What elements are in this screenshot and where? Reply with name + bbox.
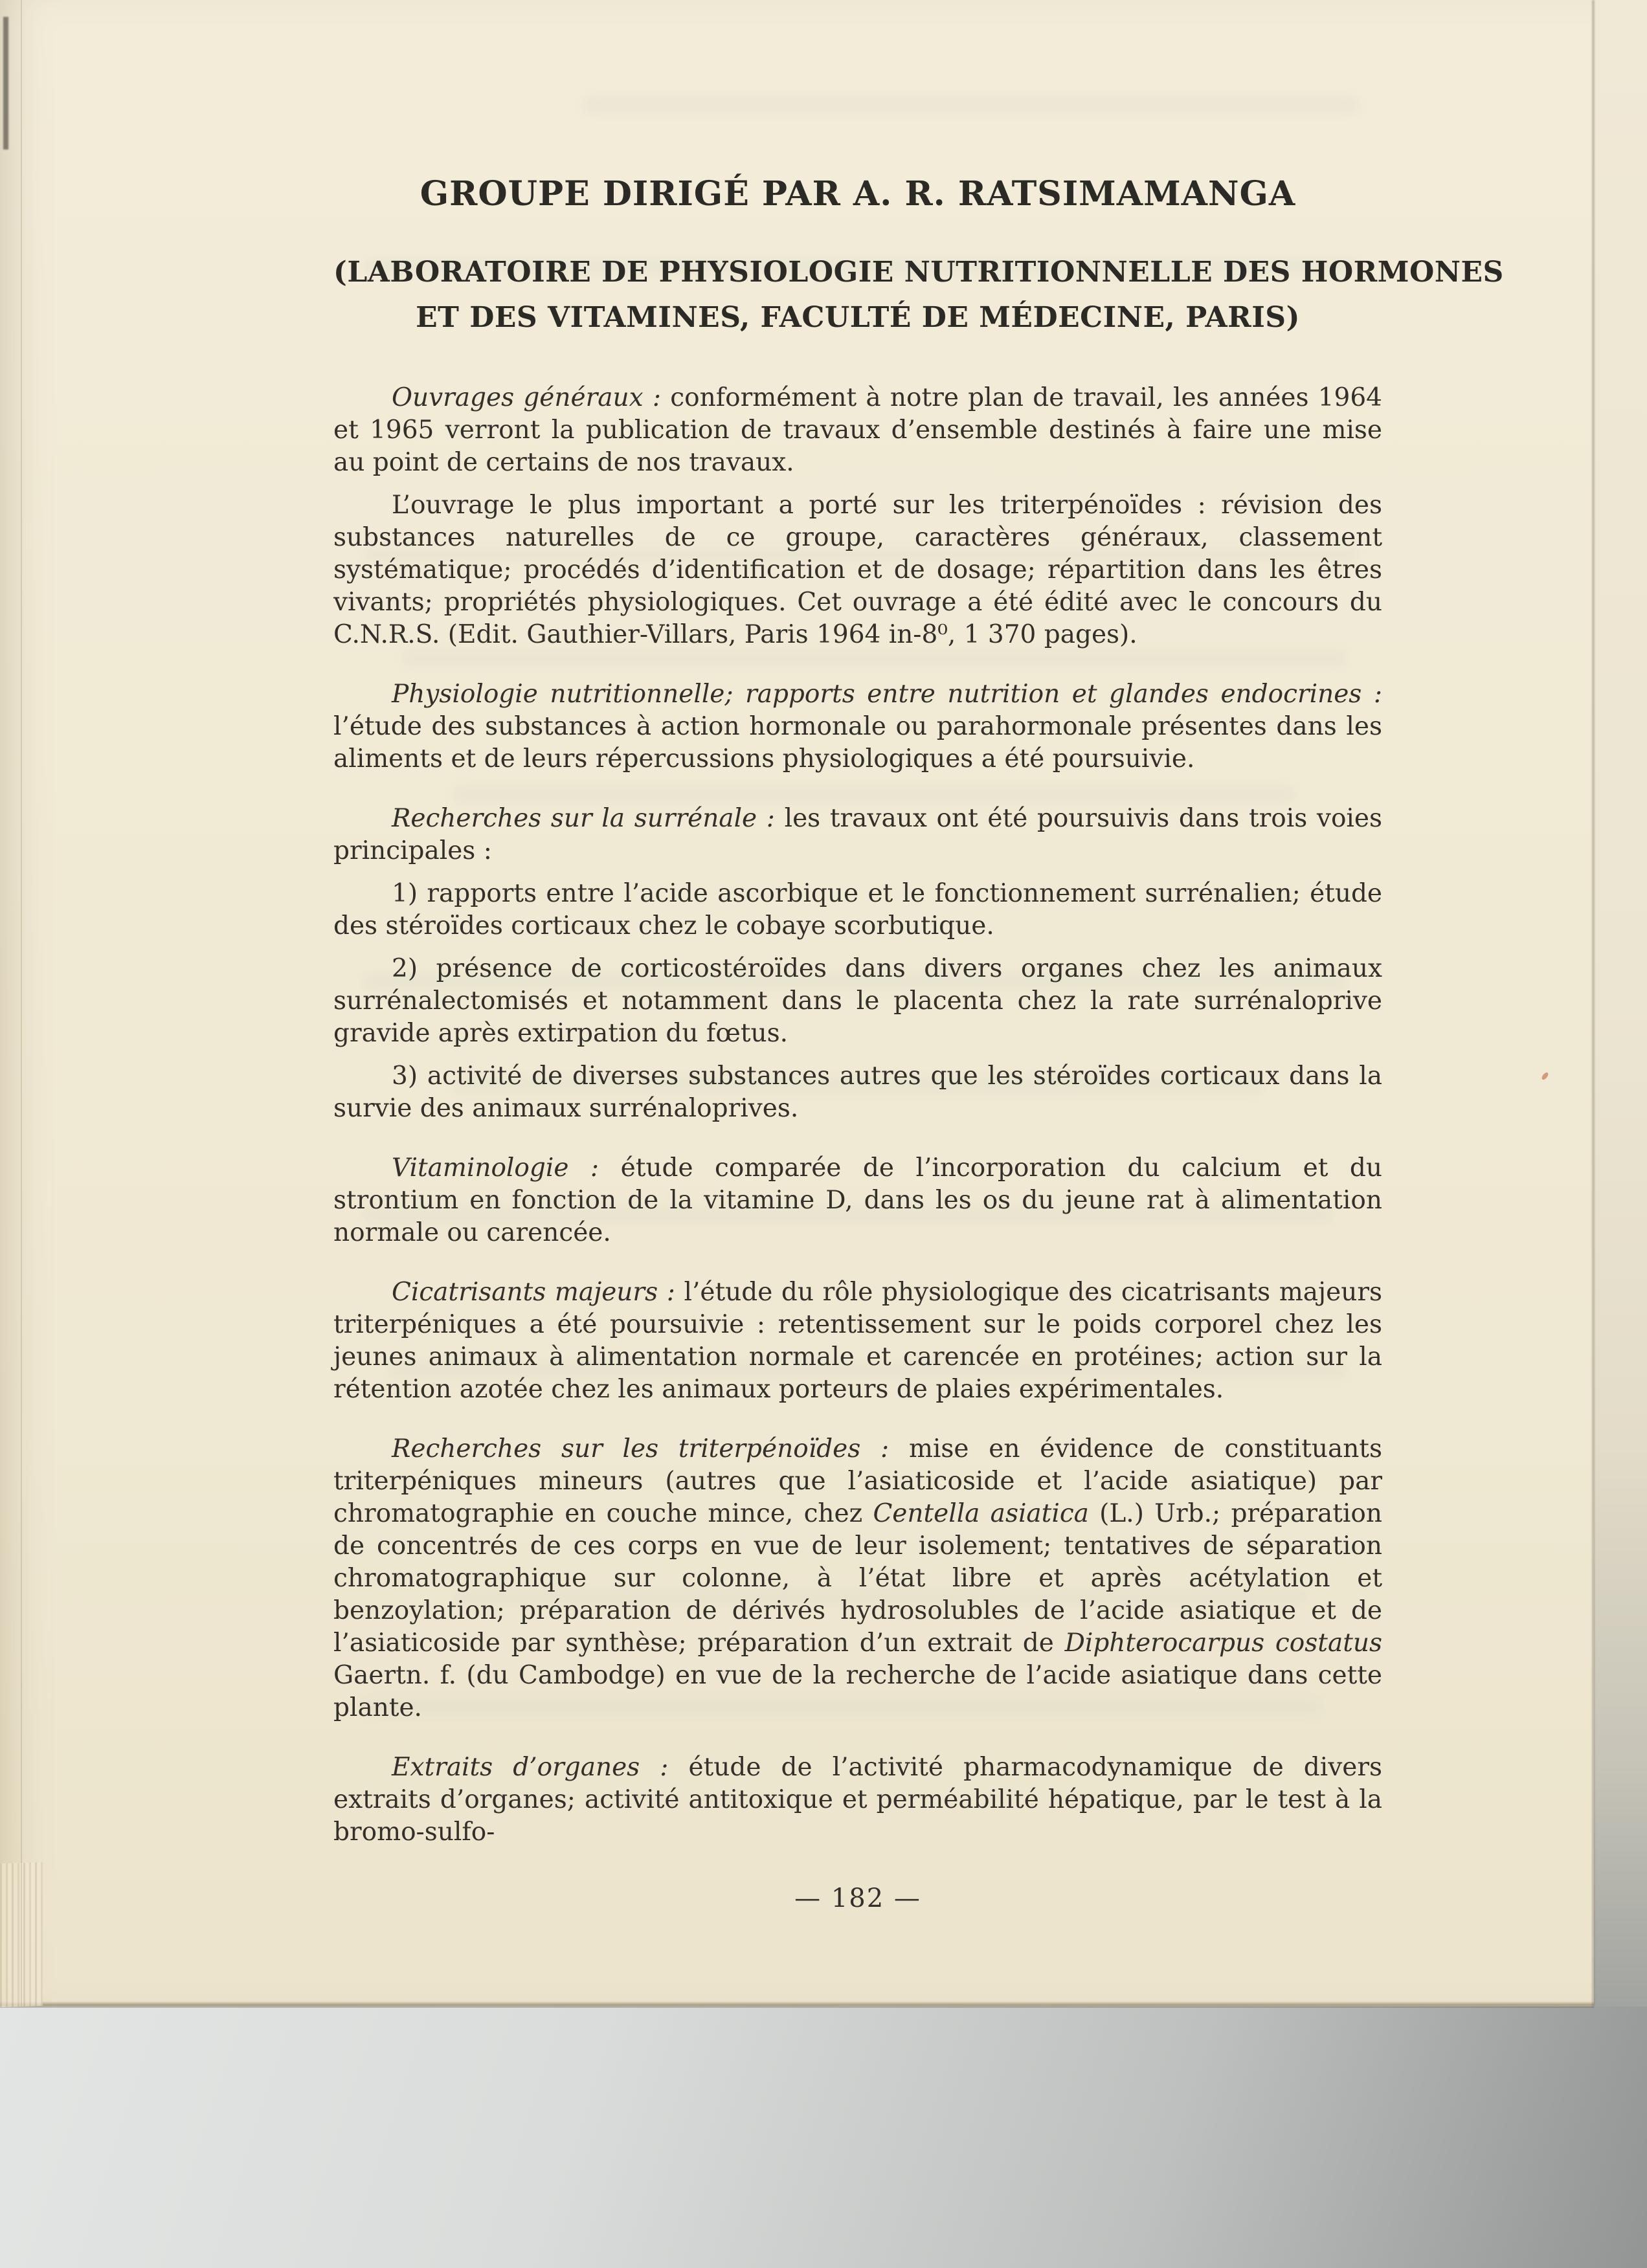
paragraph-text: mise en évidence de constituants triterpéniques mineurs (autres que l’asiaticoside et l’acide asiatique) par chromatographie en couche mince, chez	[333, 1434, 1382, 1528]
paragraph-text: les travaux ont été poursuivis dans trois voies principales :	[333, 804, 1382, 865]
paragraph	[333, 382, 1382, 479]
page-title: GROUPE DIRIGÉ PAR A. R. RATSIMAMANGA	[420, 174, 1296, 214]
paragraph-text: L’ouvrage le plus important a porté sur les triterpénoïdes : révision des substances naturelles de ce groupe, caractères généraux, classement systématique; procédés d’identification et de dosage; répartition dans les êtres vivants; propriétés physiologiques. Cet ouvrage a été édité avec le concours du C.N.R.S. (Edit. Gauthier-Villars, Paris 1964 in-8⁰, 1 370 pages).	[333, 491, 1382, 649]
page-crease-line	[1592, 0, 1595, 2007]
paragraph	[333, 489, 1382, 651]
subtitle-line-1: (LABORATOIRE DE PHYSIOLOGIE NUTRITIONNELLE DES HORMONES	[333, 256, 1504, 289]
paragraph-lead-italic: Ouvrages généraux :	[392, 383, 671, 412]
paragraph	[333, 1152, 1382, 1249]
paragraph-text: conformément à notre plan de travail, les années 1964 et 1965 verront la publication de travaux d’ensemble destinés à faire une mise au point de certains de nos travaux.	[333, 383, 1382, 477]
paragraph-lead-italic: Recherches sur la surrénale :	[392, 804, 785, 833]
page-bottom-edge	[0, 2001, 1594, 2008]
paragraph-text: 2) présence de corticostéroïdes dans divers organes chez les animaux surrénalectomisés et notamment dans le placenta chez la rate surrénaloprive gravide après extirpation du fœtus.	[333, 954, 1382, 1048]
paragraph	[333, 878, 1382, 942]
paragraph-text: l’étude du rôle physiologique des cicatrisants majeurs triterpéniques a été poursuivie : retentissement sur le poids corporel chez les jeunes animaux à alimentation normale et carencée en protéines; action sur la rétention azotée chez les animaux porteurs de plaies expérimentales.	[333, 1278, 1382, 1404]
paragraph	[333, 953, 1382, 1050]
left-edge-shadow-mark	[3, 17, 8, 150]
paragraph	[333, 1060, 1382, 1125]
paragraph-lead-italic: Cicatrisants majeurs :	[392, 1278, 684, 1307]
paragraph-lead-italic: Physiologie nutritionnelle; rapports entre nutrition et glandes endocrines :	[392, 680, 1382, 709]
paragraph-text: l’étude des substances à action hormonale ou parahormonale présentes dans les aliments et de leurs répercussions physiologiques a été poursuivie.	[333, 712, 1382, 773]
paragraph	[333, 1751, 1382, 1849]
paragraph-text: étude de l’activité pharmacodynamique de divers extraits d’organes; activité antitoxique et perméabilité hépatique, par le test à la bromo-sulfo-	[333, 1753, 1383, 1847]
paragraph	[333, 803, 1382, 867]
page-number: — 182 —	[794, 1884, 921, 1913]
subtitle-line-2: ET DES VITAMINES, FACULTÉ DE MÉDECINE, PARIS)	[416, 301, 1300, 334]
paragraph	[333, 678, 1382, 775]
scanner-bed-background	[0, 2007, 1647, 2268]
printed-text-block	[333, 0, 1504, 1915]
paragraph-text: 3) activité de diverses substances autres que les stéroïdes corticaux dans la survie des animaux surrénaloprives.	[333, 1062, 1382, 1123]
body-paragraphs	[333, 382, 1382, 1849]
paragraph-text: (L.) Urb.; préparation de concentrés de ces corps en vue de leur isolement; tentatives de séparation chromatographique sur colonne, à l’état libre et après acétylation et benzoylation; préparation de dérivés hydrosolubles de l’acide asiatique et de l’asiaticoside par synthèse; préparation d’un extrait de	[333, 1499, 1382, 1658]
page-subtitle	[333, 250, 1504, 340]
paragraph-text: étude comparée de l’incorporation du calcium et du strontium en fonction de la vitamine D, dans les os du jeune rat à alimentation normale ou carencée.	[333, 1153, 1382, 1247]
paragraph-text: 1) rapports entre l’acide ascorbique et le fonctionnement surrénalien; étude des stéroïdes corticaux chez le cobaye scorbutique.	[333, 879, 1382, 940]
paragraph-lead-italic: Centella asiatica	[873, 1499, 1089, 1528]
paragraph-lead-italic: Vitaminologie :	[392, 1153, 621, 1183]
paragraph	[333, 1433, 1382, 1724]
paragraph	[333, 1276, 1382, 1406]
paragraph-lead-italic: Recherches sur les triterpénoïdes :	[392, 1434, 909, 1463]
paragraph-lead-italic: Diphterocarpus costatus	[1064, 1629, 1382, 1658]
paragraph-text: Gaertn. f. (du Cambodge) en vue de la recherche de l’acide asiatique dans cette plante.	[333, 1661, 1382, 1722]
paragraph-lead-italic: Extraits d’organes :	[392, 1753, 689, 1782]
page-right-fold-shading	[1594, 0, 1647, 2007]
left-page-edge-line	[21, 0, 22, 2007]
